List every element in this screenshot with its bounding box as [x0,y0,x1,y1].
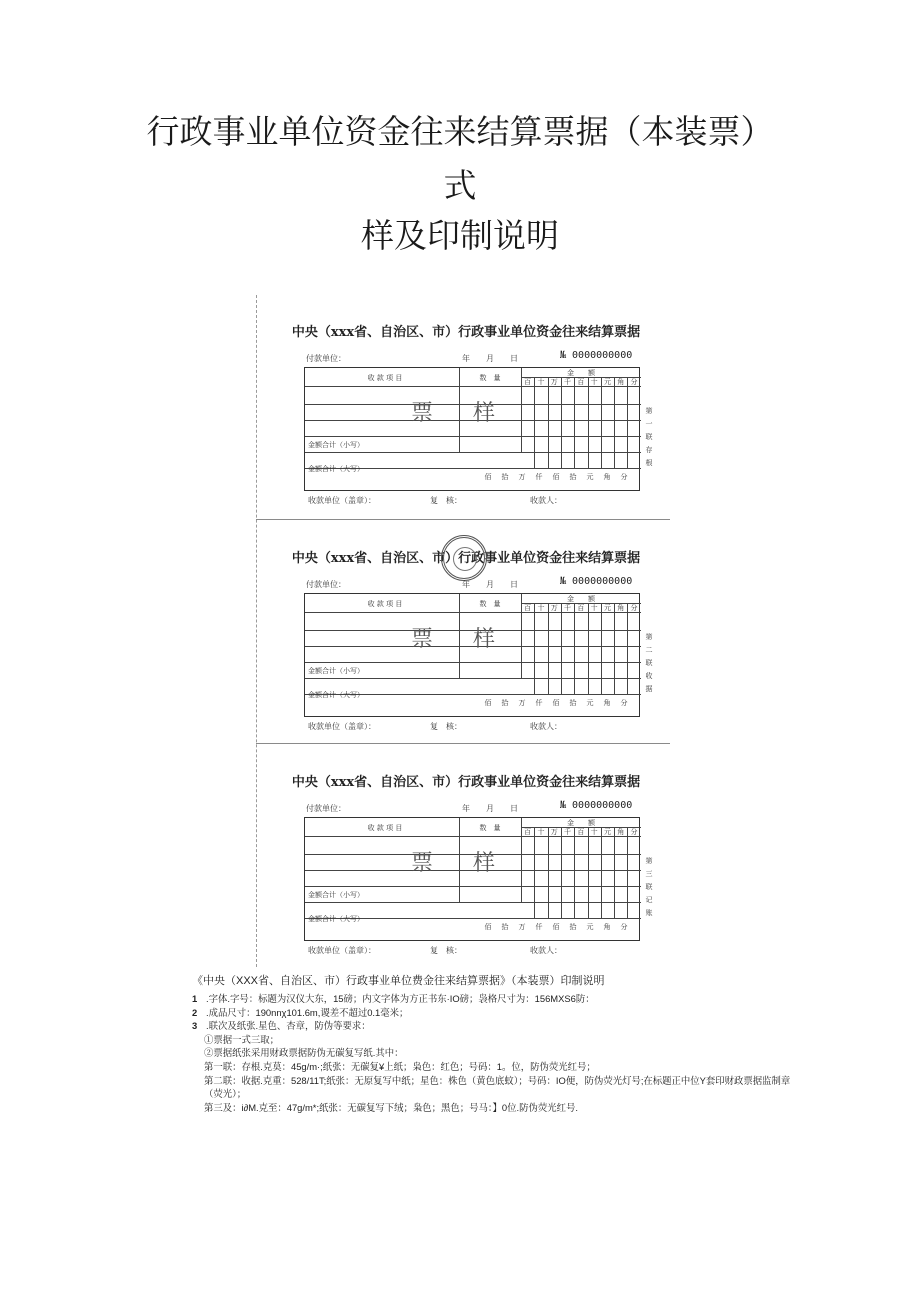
copy-label-char: 存 [645,446,653,454]
digit-header: 角 [617,828,625,836]
copy-label-char: 记 [645,896,653,904]
amount-unit-label: 佰 [484,473,492,481]
copy-label-char: 联 [645,883,653,891]
amount-unit-label: 仟 [535,473,543,481]
table-rule [588,603,589,694]
table-rule [588,377,589,468]
item-number: 3 [192,1020,198,1032]
cut-line [256,743,670,744]
table-rule [305,436,641,437]
title-line-2: 式 [443,166,477,205]
instruction-line: ①票据一式三取； [204,1033,280,1045]
digit-header: 十 [590,378,598,386]
copy-label-char: 联 [645,433,653,441]
table-rule [305,678,641,679]
receipt-title: 中央（xxx省、自治区、市）行政事业单位资金往来结算票据 [291,325,641,340]
footer-review-label: 复 核： [430,946,462,955]
sample-watermark: 票样 [411,851,536,876]
copy-label-char: 第 [645,407,653,415]
amount-unit-label: 分 [620,699,628,707]
date-label: 年 月 日 [462,580,518,589]
digit-header: 元 [603,604,611,612]
payer-label: 付款单位： [306,354,346,363]
total-big-label: 金额合计（大写） [308,465,364,473]
date-label: 年 月 日 [462,804,518,813]
amount-unit-label: 角 [603,473,611,481]
receipt-copy [256,297,670,517]
item-text: .成品尺寸：190nnχ101.6m,谡差不超过0.1毫米； [206,1006,409,1018]
amount-unit-label: 万 [518,923,526,931]
total-small-label: 金额合计（小写） [308,441,364,449]
copy-label-char: 据 [645,685,653,693]
digit-header: 分 [630,604,638,612]
digit-header: 万 [550,828,558,836]
footer-review-label: 复 核： [430,496,462,505]
column-header-item: 收 款 项 目 [367,374,403,382]
copy-label-char: 联 [645,659,653,667]
amount-unit-label: 元 [586,473,594,481]
amount-unit-label: 分 [620,473,628,481]
amount-unit-label: 佰 [484,699,492,707]
copy-label-char: 根 [645,459,653,467]
column-header-item: 收 款 项 目 [367,600,403,608]
table-rule [305,886,641,887]
amount-unit-label: 角 [603,699,611,707]
footer-review-label: 复 核： [430,722,462,731]
total-small-label: 金额合计（小写） [308,667,364,675]
amount-unit-label: 拾 [569,699,577,707]
copy-label-char: 第 [645,633,653,641]
digit-header: 十 [590,828,598,836]
digit-header: 千 [564,828,572,836]
sample-watermark: 票样 [411,401,536,426]
item-text: .联次及纸张.星色、杏章，防伪等要求： [206,1020,371,1032]
seal-inner-ring [453,547,477,571]
table-rule [614,377,615,468]
table-rule [614,827,615,918]
amount-unit-label: 拾 [569,923,577,931]
digit-header: 分 [630,828,638,836]
copy-label-char: 第 [645,857,653,865]
amount-unit-label: 角 [603,923,611,931]
digit-header: 万 [550,378,558,386]
printing-instructions [192,972,802,1114]
table-rule [627,827,628,918]
amount-unit-label: 佰 [552,699,560,707]
digit-header: 十 [537,604,545,612]
digit-header: 角 [617,604,625,612]
instruction-line: 第三及：i∂M.克至：47g/m*;纸张：无碳复写下绒；枭色；黑色；号马：】0位.防伪荧光红号. [204,1101,578,1113]
receipt-table [304,593,640,717]
copy-label-char: 一 [645,420,653,428]
supervision-seal [441,535,487,581]
table-rule [574,377,575,468]
total-small-label: 金额合计（小写） [308,891,364,899]
table-rule [614,603,615,694]
digit-header: 百 [577,828,585,836]
column-header-quantity: 数 量 [479,600,501,608]
column-header-amount: 金 额 [567,595,595,603]
copy-label [644,631,654,696]
amount-unit-label: 佰 [552,923,560,931]
footer-unit-label: 收款单位（盖章）： [308,496,376,505]
table-rule [561,377,562,468]
amount-unit-label: 仟 [535,923,543,931]
digit-header: 千 [564,378,572,386]
amount-unit-label: 拾 [501,473,509,481]
amount-unit-label: 元 [586,699,594,707]
table-rule [305,902,641,903]
digit-header: 百 [524,378,532,386]
title-line-3: 样及印制说明 [361,216,559,255]
copy-label-char: 账 [645,909,653,917]
digit-header: 万 [550,604,558,612]
table-rule [574,827,575,918]
column-header-amount: 金 额 [567,819,595,827]
footer-payee-label: 收款人： [530,496,562,505]
footer-payee-label: 收款人： [530,946,562,955]
digit-header: 百 [577,604,585,612]
table-rule [548,827,549,918]
receipt-table [304,367,640,491]
copy-label-char: 三 [645,870,653,878]
amount-unit-label: 万 [518,699,526,707]
table-rule [548,377,549,468]
table-rule [588,827,589,918]
receipt-title: 中央（xxx省、自治区、市）行政事业单位资金往来结算票据 [291,551,641,566]
receipt-sample-scan [256,295,670,967]
amount-unit-label: 拾 [501,923,509,931]
digit-header: 十 [537,828,545,836]
receipt-copy [256,747,670,967]
amount-unit-label: 仟 [535,699,543,707]
table-rule [574,603,575,694]
item-text: .字体.字号：标题为汉仪大东，15磅；内文字体为方正书东·IO磅；袅格尺寸为：156MXS6防： [206,993,595,1004]
total-big-label: 金额合计（大写） [308,915,364,923]
cut-line [256,519,670,520]
date-label: 年 月 日 [462,354,518,363]
copy-label-char: 收 [645,672,653,680]
receipt-table [304,817,640,941]
receipt-number: № 0000000000 [560,800,633,811]
digit-header: 百 [577,378,585,386]
table-rule [627,603,628,694]
digit-header: 角 [617,378,625,386]
copy-label [644,855,654,920]
digit-header: 元 [603,828,611,836]
footer-unit-label: 收款单位（盖章）： [308,946,376,955]
digit-header: 元 [603,378,611,386]
digit-header: 分 [630,378,638,386]
digit-header: 百 [524,828,532,836]
sample-watermark: 票样 [411,627,536,652]
total-big-label: 金额合计（大写） [308,691,364,699]
instruction-line: 第一联：存根.克莫：45g/m·;纸张：无碳复¥上纸；枭色：红色；号码：1。位，防伪荧光红号； [204,1060,596,1072]
table-rule [561,603,562,694]
item-number: 2 [192,1006,198,1018]
title-line-1: 行政事业单位资金往来结算票据（本装票） [146,112,774,151]
instructions-title: 《中央（XXX省、自治区、市）行政事业单位费金往来结算票据》（本装票）印制说明 [192,975,605,987]
receipt-number: № 0000000000 [560,576,633,587]
digit-header: 十 [537,378,545,386]
digit-header: 百 [524,604,532,612]
table-rule [627,377,628,468]
table-rule [601,603,602,694]
amount-unit-label: 佰 [484,923,492,931]
footer-payee-label: 收款人： [530,722,562,731]
instruction-item [192,1006,802,1020]
table-rule [601,377,602,468]
copy-label-char: 二 [645,646,653,654]
instruction-line: 第二联：收据.克重：528/11T;纸张：无原复写中纸；星色：株色（黄色底蚊）；号码：IO便，防伪荧光灯号;在标题正中位Y套印财政票据监制章（荧光）； [204,1074,791,1100]
digit-header: 千 [564,604,572,612]
instruction-item [192,1019,802,1033]
column-header-quantity: 数 量 [479,374,501,382]
instruction-item [192,992,802,1006]
table-rule [305,662,641,663]
amount-unit-label: 拾 [569,473,577,481]
amount-unit-label: 分 [620,923,628,931]
instruction-line: ②票据纸张采用财政票据防伪无碳复写纸.其中： [204,1047,404,1059]
column-header-quantity: 数 量 [479,824,501,832]
table-rule [305,452,641,453]
amount-unit-label: 佰 [552,473,560,481]
amount-unit-label: 万 [518,473,526,481]
receipt-title: 中央（xxx省、自治区、市）行政事业单位资金往来结算票据 [291,775,641,790]
payer-label: 付款单位： [306,580,346,589]
receipt-copy [256,523,670,743]
column-header-item: 收 款 项 目 [367,824,403,832]
column-header-amount: 金 额 [567,369,595,377]
copy-label [644,405,654,470]
payer-label: 付款单位： [306,804,346,813]
digit-header: 十 [590,604,598,612]
table-rule [601,827,602,918]
table-rule [561,827,562,918]
receipt-number: № 0000000000 [560,350,633,361]
footer-unit-label: 收款单位（盖章）： [308,722,376,731]
amount-unit-label: 元 [586,923,594,931]
table-rule [548,603,549,694]
item-number: 1 [192,993,198,1004]
amount-unit-label: 拾 [501,699,509,707]
